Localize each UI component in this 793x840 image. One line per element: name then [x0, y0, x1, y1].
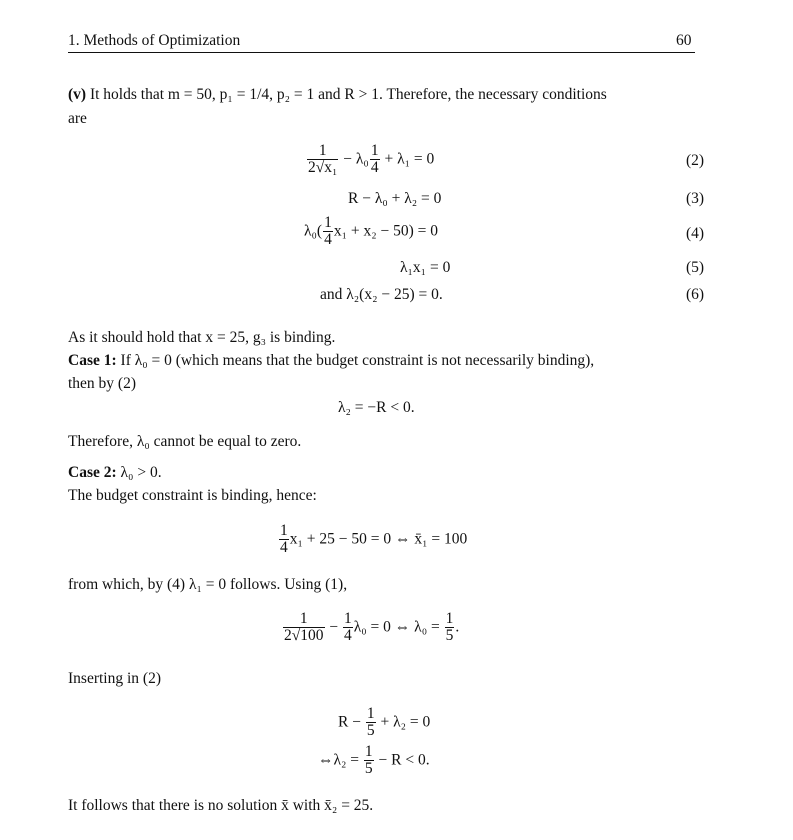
fraction [366, 706, 376, 740]
fraction-numerator: 1 [324, 214, 332, 231]
equation-number-6: (6) [686, 286, 705, 303]
case-2-label: Case 2: [68, 464, 117, 481]
follow-up-text: from which, by (4) λ₁ = 0 follows. Using (1), [68, 576, 348, 593]
case-1-label: Case 1: [68, 352, 117, 369]
case-2-text-continued: The budget constraint is binding, hence: [68, 487, 317, 504]
equation-part: − [329, 618, 339, 636]
equation-number-5: (5) [686, 259, 705, 276]
header-rule [68, 52, 695, 53]
inserting-text: Inserting in (2) [68, 670, 161, 687]
equation-part: λ₀ = 0 ⇔ λ₀ = [353, 618, 440, 636]
substitution-equation-1 [338, 706, 430, 740]
equation-part: ⇔λ₂ = [318, 751, 360, 769]
lambda0-equation [282, 611, 459, 645]
fraction-denominator: 4 [324, 231, 332, 249]
fraction-denominator: 5 [366, 722, 375, 740]
fraction-numerator: 1 [283, 611, 325, 628]
fraction-denominator: 5 [445, 627, 454, 645]
substitution-equation-2 [318, 744, 430, 778]
equation-4 [304, 215, 438, 249]
case-1-text: If λ₀ = 0 (which means that the budget constraint is not necessarily binding), [120, 352, 595, 369]
equation-3: R − λ₀ + λ₂ = 0 [348, 190, 442, 207]
fraction-denominator: 2√100 [284, 627, 324, 645]
fraction [283, 611, 325, 645]
fraction-numerator: 1 [370, 142, 379, 159]
intro-text-continued: are [68, 110, 87, 127]
page-number: 60 [676, 32, 692, 49]
fraction-numerator: 1 [364, 743, 373, 760]
final-statement: It follows that there is no solution x̄ with x̄₂ = 25. [68, 797, 374, 814]
case-1-line [68, 352, 594, 370]
equation-part: . [455, 618, 460, 636]
intro-line [68, 86, 607, 104]
equation-5: λ₁x₁ = 0 [400, 259, 451, 276]
case-2-text: λ₀ > 0. [120, 464, 162, 481]
equation-number-2: (2) [686, 152, 705, 169]
equation-part: − R < 0. [378, 751, 430, 769]
fraction-denominator: 5 [364, 760, 373, 778]
equation-part: + λ₁ = 0 [384, 150, 435, 168]
fraction [343, 611, 353, 645]
intro-text: It holds that m = 50, p₁ = 1/4, p₂ = 1 and R > 1. Therefore, the necessary conditions [89, 86, 607, 103]
fraction [323, 215, 333, 249]
equation-6: and λ₂(x₂ − 25) = 0. [320, 286, 443, 303]
fraction [364, 744, 374, 778]
equation-part: + λ₂ = 0 [380, 713, 431, 731]
fraction [370, 143, 380, 177]
binding-statement: As it should hold that x = 25, g₃ is binding. [68, 329, 336, 346]
case-1-equation: λ₂ = −R < 0. [338, 399, 415, 416]
fraction-numerator: 1 [344, 610, 352, 627]
part-label: (v) [68, 86, 87, 103]
case-2-line [68, 464, 162, 482]
equation-part: x₁ + x₂ − 50) = 0 [333, 222, 439, 240]
case-1-text-continued: then by (2) [68, 375, 137, 392]
fraction-denominator: 4 [280, 539, 288, 557]
fraction-numerator: 1 [445, 610, 454, 627]
equation-part: x₁ + 25 − 50 = 0 ⇔ x̄₁ = 100 [289, 530, 468, 548]
fraction-numerator: 1 [280, 522, 288, 539]
equation-2 [306, 143, 434, 177]
budget-equation [278, 523, 467, 557]
running-header-title: 1. Methods of Optimization [68, 32, 241, 49]
equation-part: λ₀( [304, 222, 323, 240]
fraction-denominator: 2√x₁ [308, 159, 338, 177]
equation-number-4: (4) [686, 225, 705, 242]
fraction-numerator: 1 [307, 143, 338, 160]
equation-part: − λ₀ [343, 150, 369, 168]
fraction [307, 143, 338, 177]
fraction-denominator: 4 [344, 627, 352, 645]
case-1-conclusion: Therefore, λ₀ cannot be equal to zero. [68, 433, 302, 450]
fraction-numerator: 1 [366, 705, 375, 722]
equation-part: R − [338, 713, 361, 731]
equation-number-3: (3) [686, 190, 705, 207]
fraction [445, 611, 455, 645]
fraction-denominator: 4 [370, 159, 379, 177]
fraction [279, 523, 289, 557]
